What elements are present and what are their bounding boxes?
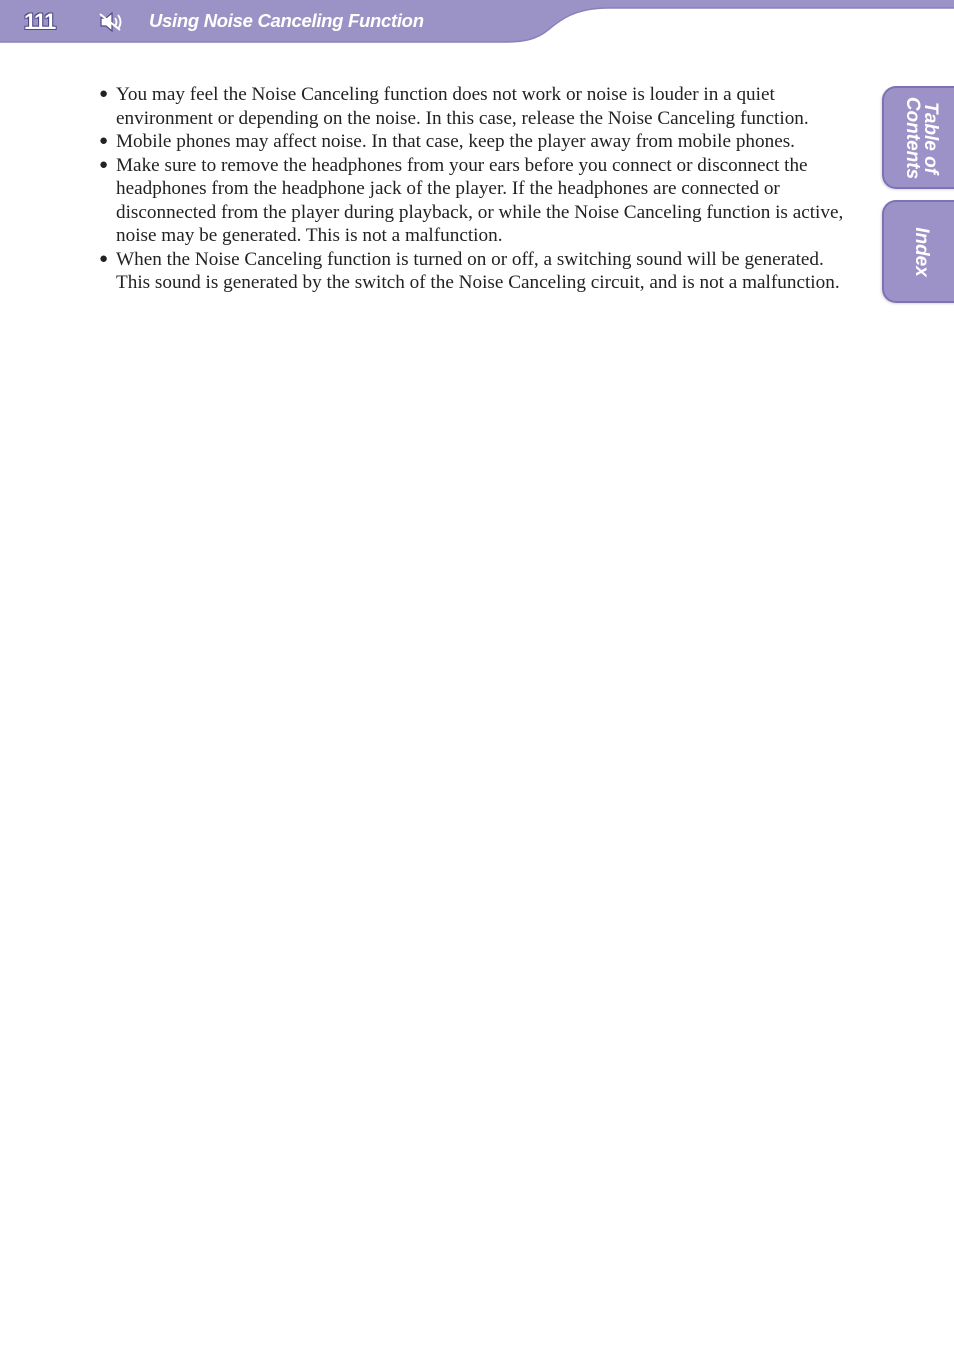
list-item (99, 154, 844, 248)
bullet-icon: ● (99, 86, 109, 102)
index-label (912, 227, 930, 277)
main-content (99, 83, 844, 295)
notes-list (99, 83, 844, 295)
list-item-text: Mobile phones may affect noise. In that case, keep the player away from mobile phones. (116, 131, 795, 152)
bullet-icon: ● (99, 250, 109, 267)
header-band (0, 0, 954, 44)
page-number: 111 (24, 9, 56, 34)
table-of-contents-tab[interactable] (882, 86, 954, 189)
list-item-text: When the Noise Canceling function is turned on or off, a switching sound will be generated. This sound is generated by the switch of the Noise Canceling circuit, and is not a malfunction. (116, 248, 840, 293)
list-item (99, 83, 844, 130)
index-tab[interactable] (882, 200, 954, 303)
toc-label-line1: Table of (920, 101, 941, 174)
index-label-text: Index (911, 226, 932, 277)
section-title: Using Noise Canceling Function (149, 10, 424, 31)
page-header (0, 0, 954, 44)
list-item (99, 248, 844, 295)
bullet-icon: ● (99, 156, 109, 173)
bullet-icon: ● (99, 133, 109, 149)
list-item (99, 130, 844, 154)
table-of-contents-label (903, 96, 939, 178)
toc-label-line2: Contents (902, 96, 923, 179)
list-item-text: Make sure to remove the headphones from your ears before you connect or disconnect the headphones from the headphone jack of the player. If the headphones are connected or disconnected from the player during playback, or while the Noise Canceling function is active, noise may be generated. This is not a malfunction. (116, 154, 844, 246)
list-item-text: You may feel the Noise Canceling function does not work or noise is louder in a quiet environment or depending on the noise. In this case, release the Noise Canceling function. (116, 84, 809, 129)
noise-canceling-icon (98, 10, 128, 34)
